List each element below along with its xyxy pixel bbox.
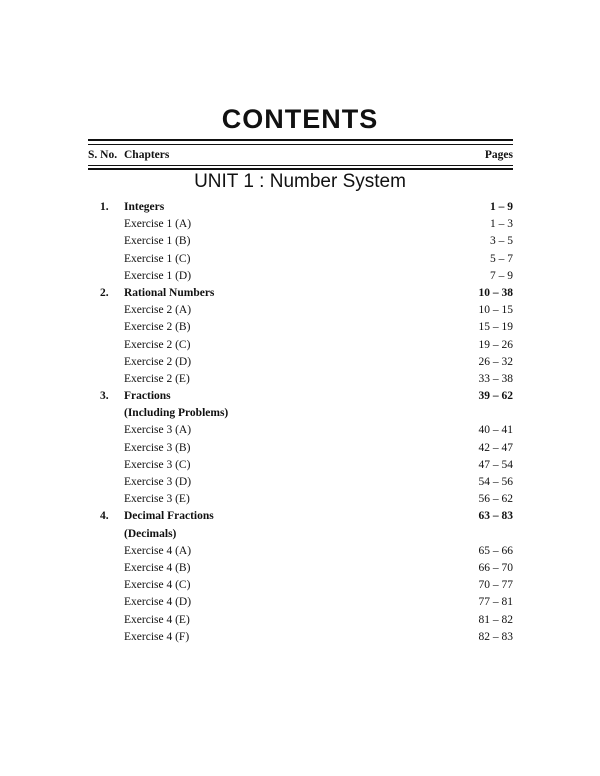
toc-number: 4.: [100, 510, 109, 523]
toc-label: Exercise 4 (C): [124, 579, 191, 592]
toc-label: Exercise 3 (A): [124, 424, 192, 437]
toc-label: Exercise 3 (C): [124, 458, 191, 471]
toc-label: Exercise 1 (C): [124, 252, 191, 265]
toc-pages: 3 – 5: [490, 235, 513, 248]
toc-label: (Decimals): [124, 527, 177, 540]
header-bottom-rule: [88, 168, 513, 170]
toc-pages: 42 – 47: [478, 441, 513, 454]
header-pages-label: Pages: [484, 149, 513, 161]
toc-label: Exercise 1 (A): [124, 218, 192, 231]
toc-list: [88, 199, 513, 646]
toc-label: Exercise 2 (A): [124, 304, 192, 317]
toc-chapter-row: [88, 508, 513, 525]
toc-label: Exercise 2 (B): [124, 321, 191, 334]
toc-label: Exercise 4 (D): [124, 596, 192, 609]
toc-pages: 5 – 7: [490, 252, 513, 265]
toc-pages: 10 – 38: [478, 286, 513, 299]
toc-exercise-row: [88, 233, 513, 250]
toc-chapter-row: [88, 405, 513, 422]
toc-label: Exercise 3 (B): [124, 441, 191, 454]
toc-label: (Including Problems): [124, 407, 229, 420]
toc-pages: 77 – 81: [478, 596, 513, 609]
toc-pages: 33 – 38: [478, 372, 513, 385]
toc-number: 2.: [100, 286, 109, 299]
toc-exercise-row: [88, 474, 513, 491]
toc-exercise-row: [88, 457, 513, 474]
toc-chapter-row: [88, 199, 513, 216]
toc-pages: 70 – 77: [478, 579, 513, 592]
toc-pages: 82 – 83: [478, 630, 513, 643]
toc-exercise-row: [88, 354, 513, 371]
header-top-rule-inner: [88, 144, 513, 145]
toc-pages: 7 – 9: [490, 269, 513, 282]
toc-chapter-row: [88, 285, 513, 302]
toc-exercise-row: [88, 319, 513, 336]
toc-exercise-row: [88, 302, 513, 319]
toc-chapter-row: [88, 526, 513, 543]
toc-exercise-row: [88, 216, 513, 233]
toc-label: Exercise 3 (D): [124, 476, 192, 488]
toc-label: Exercise 4 (E): [124, 613, 190, 626]
toc-pages: 19 – 26: [478, 338, 513, 351]
page-title: CONTENTS: [221, 104, 379, 134]
toc-pages: 65 – 66: [478, 544, 513, 557]
toc-label: Exercise 3 (E): [124, 493, 190, 506]
header-chapters-label: Chapters: [124, 149, 170, 161]
toc-label: Exercise 4 (A): [124, 544, 192, 557]
toc-exercise-row: [88, 594, 513, 611]
toc-pages: 26 – 32: [478, 355, 513, 368]
toc-chapter-row: [88, 388, 513, 405]
toc-label: Exercise 2 (E): [124, 372, 190, 385]
toc-label: Fractions: [124, 390, 171, 403]
toc-label: Exercise 4 (F): [124, 630, 190, 643]
toc-pages: 10 – 15: [478, 304, 513, 317]
toc-label: Decimal Fractions: [124, 510, 214, 523]
toc-pages: 66 – 70: [478, 561, 513, 574]
toc-number: 1.: [100, 201, 109, 213]
toc-label: Exercise 2 (C): [124, 338, 191, 351]
toc-exercise-row: [88, 577, 513, 594]
toc-exercise-row: [88, 560, 513, 577]
toc-pages: 81 – 82: [478, 613, 513, 626]
toc-pages: 39 – 62: [478, 390, 513, 403]
toc-pages: 63 – 83: [478, 510, 513, 523]
toc-exercise-row: [88, 440, 513, 457]
toc-pages: 54 – 56: [478, 476, 513, 488]
toc-label: Exercise 4 (B): [124, 561, 191, 574]
toc-exercise-row: [88, 491, 513, 508]
toc-exercise-row: [88, 337, 513, 354]
toc-pages: 47 – 54: [478, 458, 513, 471]
unit-title: UNIT 1 : Number System: [194, 171, 406, 192]
toc-exercise-row: [88, 251, 513, 268]
toc-exercise-row: [88, 422, 513, 439]
toc-pages: 15 – 19: [478, 321, 513, 334]
toc-exercise-row: [88, 629, 513, 646]
toc-label: Exercise 2 (D): [124, 355, 192, 368]
toc-label: Exercise 1 (D): [124, 269, 192, 282]
toc-number: 3.: [100, 390, 109, 403]
toc-pages: 1 – 9: [490, 201, 513, 213]
toc-exercise-row: [88, 543, 513, 560]
header-sno-label: S. No.: [88, 149, 118, 161]
header-bottom-rule-inner: [88, 165, 513, 166]
header-top-rule: [88, 139, 513, 141]
toc-pages: 56 – 62: [478, 493, 513, 506]
toc-pages: 1 – 3: [490, 218, 513, 231]
toc-label: Integers: [124, 201, 165, 213]
toc-exercise-row: [88, 612, 513, 629]
toc-pages: 40 – 41: [478, 424, 513, 437]
table-header: [88, 149, 513, 163]
toc-exercise-row: [88, 371, 513, 388]
toc-exercise-row: [88, 268, 513, 285]
toc-label: Exercise 1 (B): [124, 235, 191, 248]
toc-label: Rational Numbers: [124, 286, 215, 299]
